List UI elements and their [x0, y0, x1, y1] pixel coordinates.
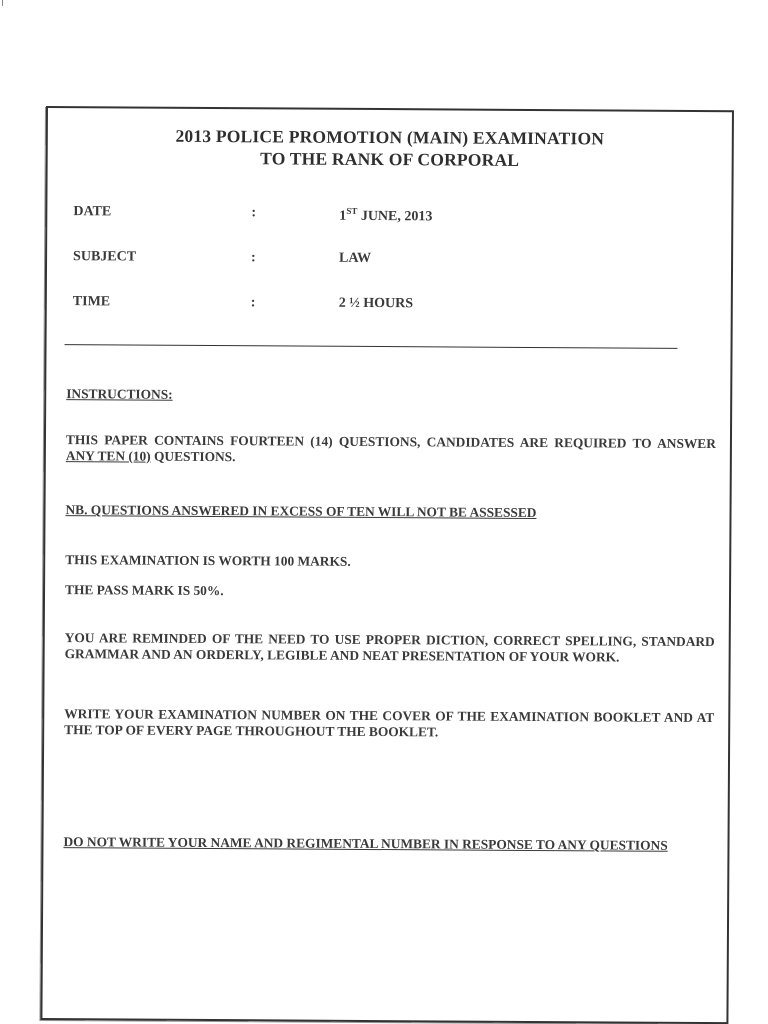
meta-value-date [339, 206, 639, 227]
instruction-paragraph-exam-number: WRITE YOUR EXAMINATION NUMBER ON THE COVER OF THE EXAMINATION BOOKLET AND AT THE TOP OF EVERY PAGE THROUGHOUT THE BOOKLET. [64, 706, 715, 740]
date-month-year: JUNE, 2013 [357, 208, 433, 225]
meta-separator: : [250, 295, 256, 311]
meta-separator: : [251, 205, 257, 221]
exam-title-line1: 2013 POLICE PROMOTION (MAIN) EXAMINATION [175, 125, 605, 149]
instruction-paragraph-questions [66, 432, 716, 468]
instruction-emphasis: ANY TEN (10) [65, 448, 151, 464]
exam-title-line2: TO THE RANK OF CORPORAL [260, 148, 520, 170]
meta-label-time: TIME [72, 294, 111, 310]
meta-separator: : [251, 250, 256, 266]
meta-label-subject: SUBJECT [73, 249, 137, 265]
date-day: 1 [339, 208, 347, 224]
meta-label-date: DATE [73, 204, 112, 220]
instruction-text: QUESTIONS. [150, 448, 236, 465]
instruction-text: THIS PAPER CONTAINS FOURTEEN (14) QUESTIONS, CANDIDATES ARE REQUIRED TO ANSWER [65, 432, 716, 452]
instructions-heading: INSTRUCTIONS: [66, 386, 173, 402]
nb-notice: NB. QUESTIONS ANSWERED IN EXCESS OF TEN WILL NOT BE ASSESSED [65, 502, 537, 521]
instruction-do-not-write-name: DO NOT WRITE YOUR NAME AND REGIMENTAL NUMBER IN RESPONSE TO ANY QUESTIONS [63, 834, 668, 853]
header-divider [65, 344, 678, 349]
exam-worth: THIS EXAMINATION IS WORTH 100 MARKS. [65, 552, 351, 569]
scan-mark [2, 0, 3, 6]
pass-mark: THE PASS MARK IS 50%. [65, 582, 224, 599]
instruction-paragraph-reminder: YOU ARE REMINDED OF THE NEED TO USE PROPER DICTION, CORRECT SPELLING, STANDARD GRAMMAR AND AN ORDERLY, LEGIBLE AND NEAT PRESENTATION OF YOUR WORK. [64, 630, 715, 665]
meta-value-time: 2 ½ HOURS [338, 295, 414, 312]
date-ordinal-suffix: ST [346, 205, 358, 216]
exam-title [48, 124, 732, 172]
meta-value-subject: LAW [339, 250, 372, 266]
exam-cover-page [40, 106, 734, 1024]
